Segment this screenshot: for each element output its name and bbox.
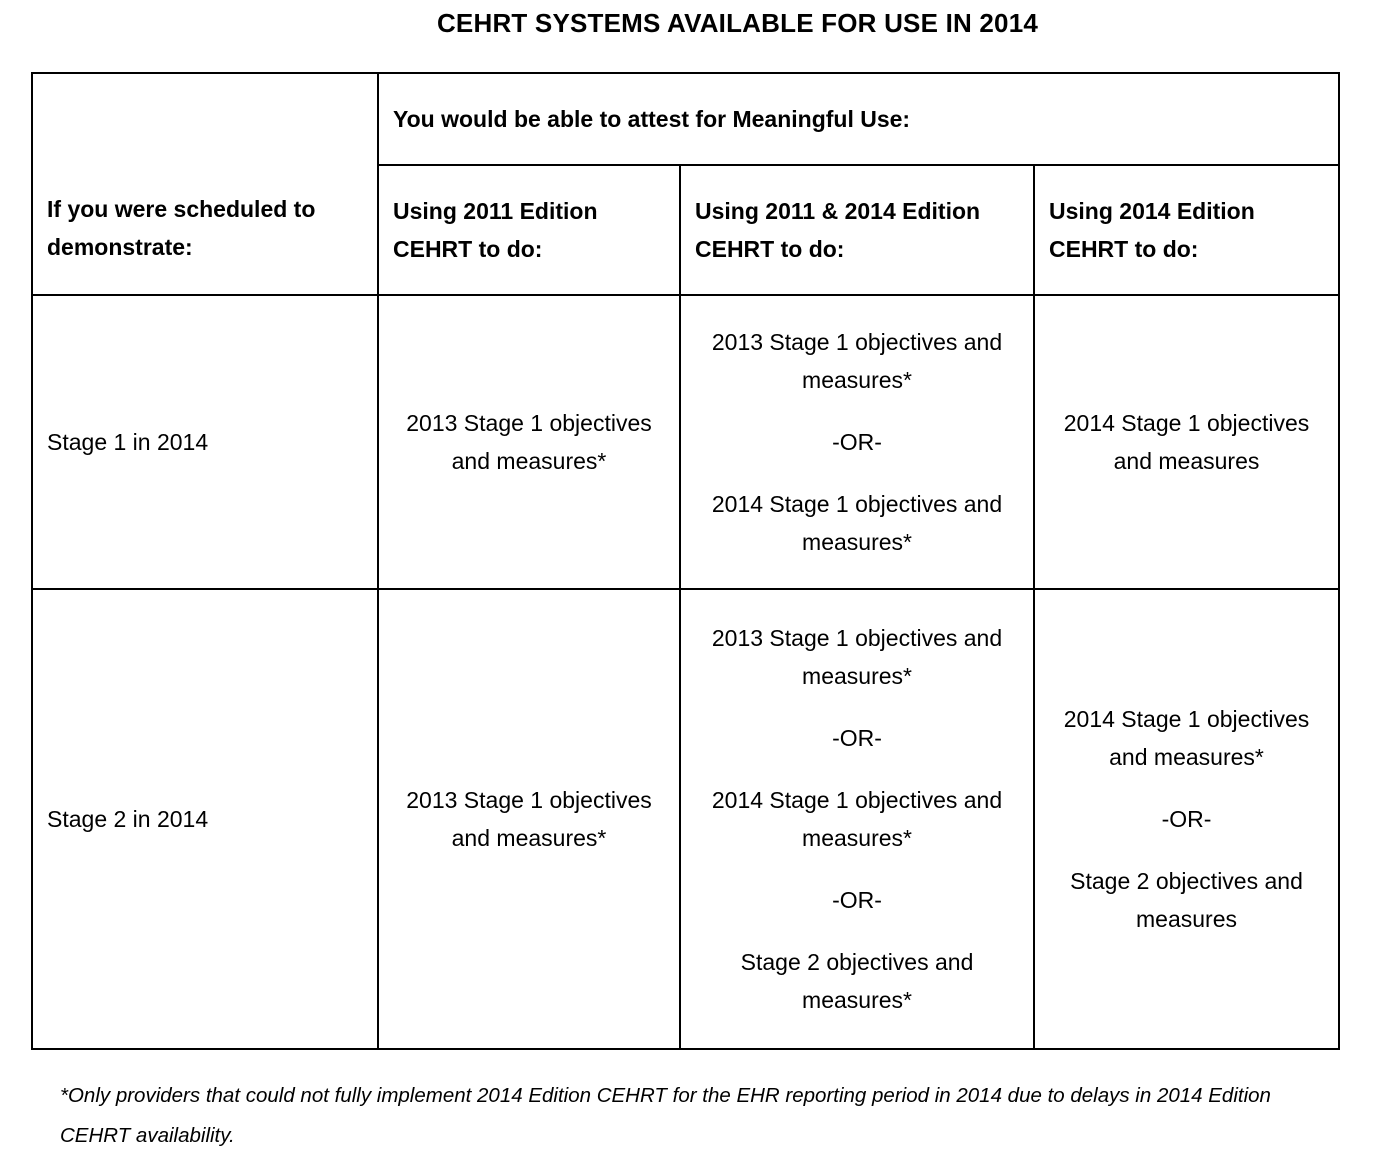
option-block xyxy=(681,619,1033,695)
cell-text: Stage 2 objectives and xyxy=(1070,868,1303,894)
page-title: CEHRT SYSTEMS AVAILABLE FOR USE IN 2014 xyxy=(436,8,1039,38)
cell-text: Stage 2 objectives and xyxy=(740,949,974,975)
cell-stage1-2011 xyxy=(378,295,680,589)
cell-text: 2013 Stage 1 objectives and xyxy=(711,625,1003,651)
cell-text: measures* xyxy=(802,367,912,393)
option-block xyxy=(681,781,1033,857)
cell-text: and measures xyxy=(1113,448,1260,474)
header-col-2014 xyxy=(1034,165,1339,295)
footnote-line2: CEHRT availability. xyxy=(60,1124,235,1147)
option-block xyxy=(1035,862,1338,938)
cell-text: measures* xyxy=(802,663,912,689)
option-block xyxy=(681,323,1033,399)
header-col-2014-line2: CEHRT to do: xyxy=(1049,236,1199,262)
or-separator: -OR- xyxy=(832,887,882,913)
cell-text: 2014 Stage 1 objectives and xyxy=(711,787,1003,813)
footnote-line1: *Only providers that could not fully implement 2014 Edition CEHRT for the EHR reporting period in 2014 due to delays in 2014 Edition xyxy=(60,1084,1271,1107)
cell-text: 2014 Stage 1 objectives xyxy=(1063,706,1310,732)
table-row-stage1 xyxy=(32,295,1339,589)
header-col-2014-line1: Using 2014 Edition xyxy=(1049,198,1255,224)
footnote xyxy=(60,1076,1370,1156)
option-block xyxy=(681,943,1033,1019)
header-col-schedule-line1: If you were scheduled to xyxy=(47,196,316,222)
header-col-2011-2014 xyxy=(680,165,1034,295)
option-block xyxy=(1035,700,1338,776)
cell-stage2-2011 xyxy=(378,589,680,1049)
header-col-2011-2014-line2: CEHRT to do: xyxy=(695,236,845,262)
row-label-stage1: Stage 1 in 2014 xyxy=(32,295,378,589)
header-col-schedule xyxy=(32,73,378,295)
option-block xyxy=(681,485,1033,561)
cell-text: measures* xyxy=(802,825,912,851)
or-separator: -OR- xyxy=(832,725,882,751)
header-attest-span: You would be able to attest for Meaningful Use: xyxy=(378,73,1339,165)
row-label-stage2: Stage 2 in 2014 xyxy=(32,589,378,1049)
cell-text: and measures* xyxy=(1109,744,1264,770)
header-col-schedule-line2: demonstrate: xyxy=(47,234,193,260)
cell-text: and measures* xyxy=(451,448,607,474)
cehrt-table xyxy=(31,72,1340,1050)
cell-text: 2013 Stage 1 objectives xyxy=(406,787,652,813)
header-col-2011-line1: Using 2011 Edition xyxy=(393,198,598,224)
or-separator: -OR- xyxy=(832,429,882,455)
cell-text: measures* xyxy=(802,529,912,555)
cell-text: 2014 Stage 1 objectives and xyxy=(711,491,1003,517)
header-col-2011 xyxy=(378,165,680,295)
cell-stage1-2014 xyxy=(1034,295,1339,589)
cell-text: measures* xyxy=(802,987,912,1013)
header-col-2011-2014-line1: Using 2011 & 2014 Edition xyxy=(695,198,981,224)
cell-stage1-2011-2014 xyxy=(680,295,1034,589)
table-row-stage2 xyxy=(32,589,1339,1049)
cell-text: 2013 Stage 1 objectives and xyxy=(711,329,1003,355)
cell-text: 2014 Stage 1 objectives xyxy=(1063,410,1310,436)
or-separator: -OR- xyxy=(1161,806,1212,832)
header-row-top xyxy=(32,73,1339,165)
cell-text: and measures* xyxy=(451,825,607,851)
cell-stage2-2014 xyxy=(1034,589,1339,1049)
cell-text: measures xyxy=(1136,906,1237,932)
header-col-2011-line2: CEHRT to do: xyxy=(393,236,543,262)
cell-stage2-2011-2014 xyxy=(680,589,1034,1049)
cell-text: 2013 Stage 1 objectives xyxy=(406,410,652,436)
